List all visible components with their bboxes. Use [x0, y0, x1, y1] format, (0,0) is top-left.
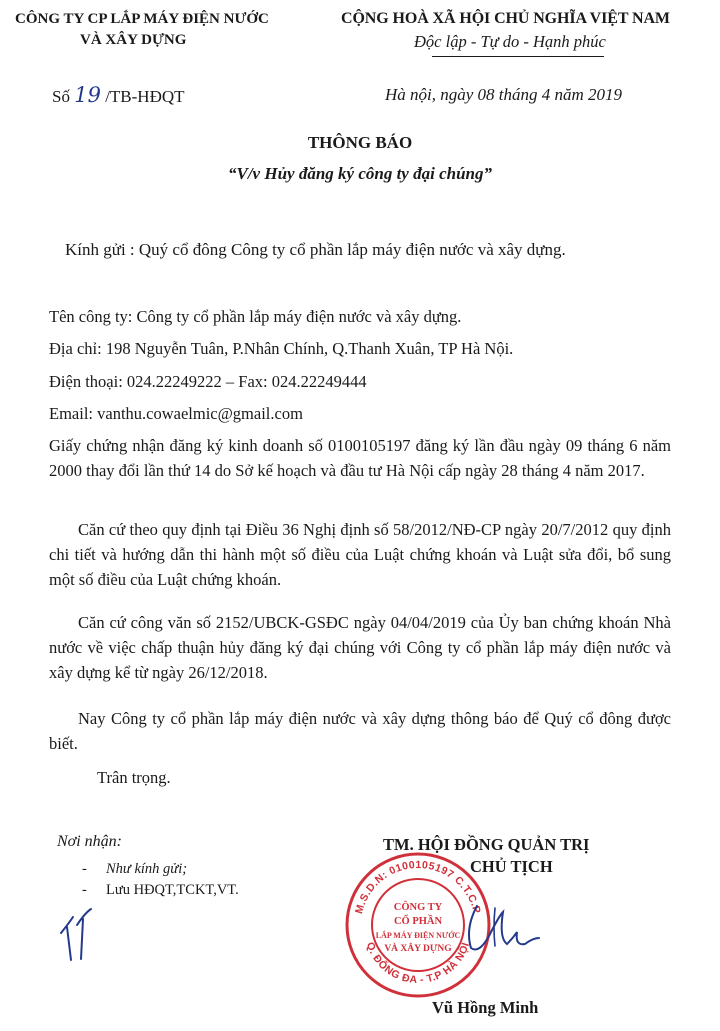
stamp-center-line-4: VÀ XÂY DỰNG — [384, 944, 452, 954]
place-date: Hà nội, ngày 08 tháng 4 năm 2019 — [385, 85, 623, 104]
paragraph-announcement: Nay Công ty cổ phần lắp máy điện nước và xây dựng thông báo để Quý cổ đông được biết. — [49, 709, 671, 753]
doc-no-handwritten: 19 — [74, 83, 101, 107]
stamp-center-line-1: CÔNG TY — [393, 902, 443, 913]
company-name-line2: VÀ XÂY DỰNG — [80, 32, 187, 48]
recipient-line: Kính gửi : Quý cổ đông Công ty cổ phần lắp máy điện nước và xây dựng. — [65, 240, 566, 259]
recipient-item-1 — [82, 861, 187, 878]
paragraph-basis-dispatch: Căn cứ công văn số 2152/UBCK-GSĐC ngày 04/04/2019 của Ủy ban chứng khoán Nhà nước về việc chấp thuận hủy đăng ký đại chúng với Công ty cổ phần lắp máy điện nước và xây dựng kể từ ngày 26/12/2018. — [49, 613, 671, 682]
stamp-center-line-3: LẮP MÁY ĐIỆN NƯỚC — [375, 931, 461, 940]
document-subject: “V/v Hủy đăng ký công ty đại chúng” — [228, 164, 492, 183]
signature-position: CHỦ TỊCH — [470, 857, 553, 876]
handwritten-signature — [455, 898, 565, 958]
recipient-item-label: Như kính gửi; — [106, 861, 188, 877]
nation-title: CỘNG HOÀ XÃ HỘI CHỦ NGHĨA VIỆT NAM — [341, 10, 670, 27]
nation-motto: Độc lập - Tự do - Hạnh phúc — [414, 32, 606, 51]
signature-title: TM. HỘI ĐỒNG QUẢN TRỊ — [383, 835, 590, 854]
stamp-center-line-2: CỔ PHẦN — [393, 916, 443, 927]
paragraph-basis-decree: Căn cứ theo quy định tại Điều 36 Nghị định số 58/2012/NĐ-CP ngày 20/7/2012 quy định chi tiết và hướng dẫn thi hành một số điều của Luật chứng khoán và Luật sửa đổi, bổ sung một số điều của Luật chứng khoán. — [49, 520, 671, 589]
list-dash: - — [82, 882, 87, 898]
company-phone-fax: Điện thoại: 024.22249222 – Fax: 024.22249444 — [49, 372, 367, 391]
doc-no-suffix: /TB-HĐQT — [105, 87, 185, 106]
page-title: THÔNG BÁO — [307, 133, 413, 152]
company-email: Email: vanthu.cowaelmic@gmail.com — [49, 404, 303, 423]
stamp-bottom-text: Q. ĐỐNG ĐA - T.P HÀ NỘI — [363, 940, 473, 987]
stamp-ring-text: M.S.D.N: 0100105197 C.T.C.P — [353, 858, 483, 916]
company-name-line1: CÔNG TY CP LẮP MÁY ĐIỆN NƯỚC — [15, 11, 269, 27]
initials-signature — [55, 905, 100, 965]
recipient-item-label: Lưu HĐQT,TCKT,VT. — [106, 882, 239, 898]
document-number — [52, 83, 185, 107]
company-name-info: Tên công ty: Công ty cổ phần lắp máy điện nước và xây dựng. — [49, 307, 462, 326]
list-dash: - — [82, 861, 87, 877]
doc-no-prefix: Số — [52, 87, 70, 106]
closing: Trân trọng. — [97, 768, 171, 787]
recipient-item-2 — [82, 882, 239, 899]
company-address: Địa chỉ: 198 Nguyễn Tuân, P.Nhân Chính, Q.Thanh Xuân, TP Hà Nội. — [49, 339, 514, 358]
recipients-heading: Nơi nhận: — [57, 833, 122, 850]
motto-underline — [432, 56, 604, 57]
business-license: Giấy chứng nhận đăng ký kinh doanh số 0100105197 đăng ký lần đầu ngày 09 tháng 6 năm 2000 thay đổi lần thứ 14 do Sở kế hoạch và đầu tư Hà Nội cấp ngày 28 tháng 4 năm 2017. — [49, 436, 671, 480]
signer-name: Vũ Hồng Minh — [432, 998, 539, 1017]
